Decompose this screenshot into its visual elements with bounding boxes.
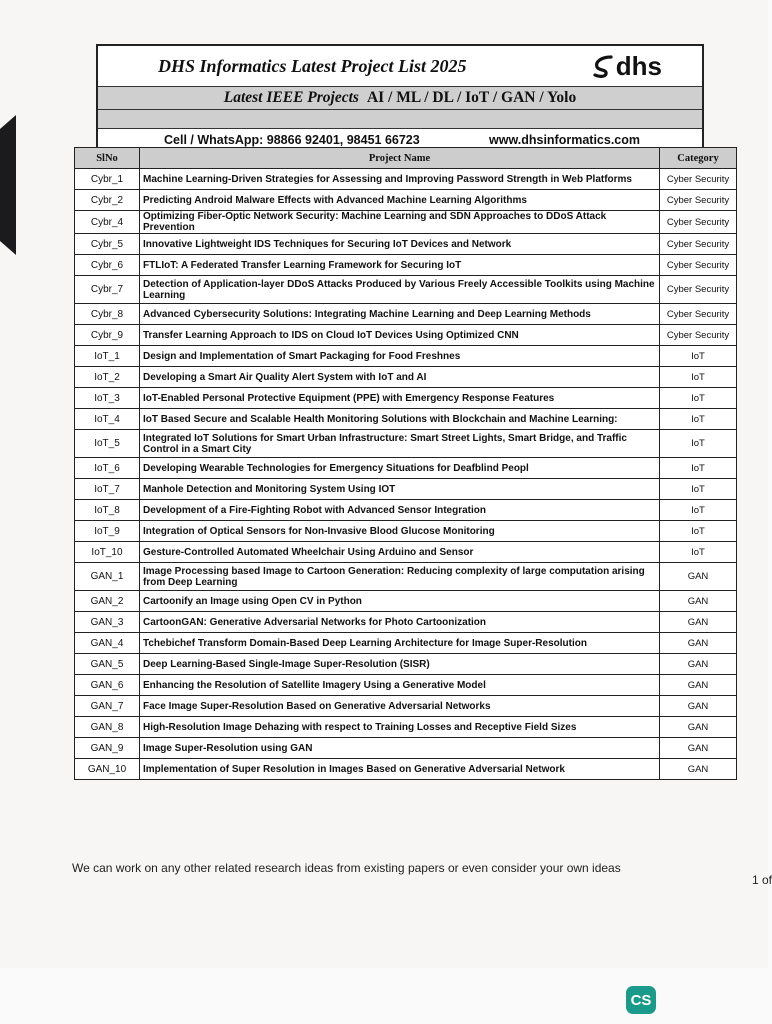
row-category: IoT — [660, 430, 737, 458]
row-category: GAN — [660, 738, 737, 759]
row-project-name: Developing a Smart Air Quality Alert System with IoT and AI — [140, 367, 660, 388]
footer-note: We can work on any other related research ideas from existing papers or even consider your own ideas — [72, 861, 621, 875]
row-category: IoT — [660, 409, 737, 430]
row-category: Cyber Security — [660, 234, 737, 255]
row-category: GAN — [660, 717, 737, 738]
row-slno: GAN_10 — [75, 759, 140, 780]
row-category: Cyber Security — [660, 211, 737, 234]
row-project-name: Integration of Optical Sensors for Non-Invasive Blood Glucose Monitoring — [140, 521, 660, 542]
row-slno: GAN_5 — [75, 654, 140, 675]
table-row — [75, 211, 737, 234]
row-project-name: Transfer Learning Approach to IDS on Cloud IoT Devices Using Optimized CNN — [140, 325, 660, 346]
row-slno: Cybr_4 — [75, 211, 140, 234]
row-slno: IoT_3 — [75, 388, 140, 409]
row-category: GAN — [660, 591, 737, 612]
header-title-row — [98, 46, 702, 87]
row-project-name: Face Image Super-Resolution Based on Generative Adversarial Networks — [140, 696, 660, 717]
row-category: IoT — [660, 388, 737, 409]
row-category: GAN — [660, 563, 737, 591]
table-row — [75, 234, 737, 255]
row-project-name: Image Super-Resolution using GAN — [140, 738, 660, 759]
row-category: Cyber Security — [660, 304, 737, 325]
row-category: Cyber Security — [660, 255, 737, 276]
row-slno: GAN_8 — [75, 717, 140, 738]
row-project-name: Tchebichef Transform Domain-Based Deep Learning Architecture for Image Super-Resolution — [140, 633, 660, 654]
table-row — [75, 430, 737, 458]
row-category: Cyber Security — [660, 169, 737, 190]
camscanner-badge[interactable]: CS — [626, 986, 656, 1014]
row-slno: Cybr_5 — [75, 234, 140, 255]
row-project-name: Optimizing Fiber-Optic Network Security: Machine Learning and SDN Approaches to DDoS Attack Prevention — [140, 211, 660, 234]
table-row — [75, 388, 737, 409]
table-row — [75, 612, 737, 633]
row-slno: Cybr_7 — [75, 276, 140, 304]
row-slno: Cybr_8 — [75, 304, 140, 325]
row-project-name: Design and Implementation of Smart Packaging for Food Freshnes — [140, 346, 660, 367]
row-slno: GAN_1 — [75, 563, 140, 591]
table-row — [75, 325, 737, 346]
row-project-name: Deep Learning-Based Single-Image Super-Resolution (SISR) — [140, 654, 660, 675]
contact-phone: Cell / WhatsApp: 98866 92401, 98451 66723 — [164, 133, 420, 147]
row-project-name: Image Processing based Image to Cartoon Generation: Reducing complexity of large computation arising from Deep Learning — [140, 563, 660, 591]
row-category: Cyber Security — [660, 190, 737, 211]
table-row — [75, 633, 737, 654]
subtitle-right: AI / ML / DL / IoT / GAN / Yolo — [366, 89, 577, 106]
logo-text: dhs — [615, 50, 662, 81]
page-number: 1 of — [752, 873, 772, 887]
row-project-name: Manhole Detection and Monitoring System Using IOT — [140, 479, 660, 500]
col-slno: SlNo — [75, 148, 140, 169]
col-category: Category — [660, 148, 737, 169]
row-category: Cyber Security — [660, 276, 737, 304]
table-row — [75, 696, 737, 717]
table-row — [75, 654, 737, 675]
subtitle-bar — [98, 87, 702, 110]
table-row — [75, 675, 737, 696]
row-slno: IoT_6 — [75, 458, 140, 479]
row-slno: GAN_7 — [75, 696, 140, 717]
table-row — [75, 500, 737, 521]
row-category: Cyber Security — [660, 325, 737, 346]
table-row — [75, 542, 737, 563]
table-row — [75, 521, 737, 542]
row-category: GAN — [660, 675, 737, 696]
table-body — [75, 169, 737, 780]
row-slno: IoT_8 — [75, 500, 140, 521]
row-project-name: Detection of Application-layer DDoS Attacks Produced by Various Freely Accessible Toolkits using Machine Learning — [140, 276, 660, 304]
row-slno: GAN_2 — [75, 591, 140, 612]
row-category: IoT — [660, 521, 737, 542]
row-slno: IoT_4 — [75, 409, 140, 430]
row-slno: Cybr_9 — [75, 325, 140, 346]
row-category: IoT — [660, 542, 737, 563]
table-row — [75, 717, 737, 738]
row-project-name: Advanced Cybersecurity Solutions: Integrating Machine Learning and Deep Learning Methods — [140, 304, 660, 325]
row-slno: IoT_1 — [75, 346, 140, 367]
table-row — [75, 738, 737, 759]
row-slno: IoT_2 — [75, 367, 140, 388]
row-category: IoT — [660, 479, 737, 500]
row-slno: Cybr_1 — [75, 169, 140, 190]
row-slno: IoT_7 — [75, 479, 140, 500]
table-row — [75, 458, 737, 479]
row-project-name: Enhancing the Resolution of Satellite Imagery Using a Generative Model — [140, 675, 660, 696]
row-project-name: Implementation of Super Resolution in Images Based on Generative Adversarial Network — [140, 759, 660, 780]
table-row — [75, 759, 737, 780]
row-slno: Cybr_2 — [75, 190, 140, 211]
row-project-name: Cartoonify an Image using Open CV in Python — [140, 591, 660, 612]
row-project-name: High-Resolution Image Dehazing with respect to Training Losses and Receptive Field Sizes — [140, 717, 660, 738]
contact-website: www.dhsinformatics.com — [489, 133, 640, 147]
dhs-logo — [591, 51, 662, 82]
row-category: GAN — [660, 759, 737, 780]
table-row — [75, 409, 737, 430]
row-category: IoT — [660, 458, 737, 479]
table-row — [75, 190, 737, 211]
row-category: GAN — [660, 612, 737, 633]
row-project-name: FTLIoT: A Federated Transfer Learning Framework for Securing IoT — [140, 255, 660, 276]
document-header — [96, 44, 704, 154]
row-slno: IoT_9 — [75, 521, 140, 542]
row-project-name: CartoonGAN: Generative Adversarial Networks for Photo Cartoonization — [140, 612, 660, 633]
row-category: GAN — [660, 654, 737, 675]
row-project-name: Gesture-Controlled Automated Wheelchair Using Arduino and Sensor — [140, 542, 660, 563]
table-row — [75, 276, 737, 304]
row-project-name: IoT Based Secure and Scalable Health Monitoring Solutions with Blockchain and Machine Learning: — [140, 409, 660, 430]
row-slno: GAN_4 — [75, 633, 140, 654]
table-row — [75, 563, 737, 591]
row-slno: GAN_9 — [75, 738, 140, 759]
table-header-row — [75, 148, 737, 169]
row-category: GAN — [660, 633, 737, 654]
table-row — [75, 591, 737, 612]
row-category: IoT — [660, 500, 737, 521]
row-slno: GAN_6 — [75, 675, 140, 696]
row-slno: GAN_3 — [75, 612, 140, 633]
table-row — [75, 479, 737, 500]
row-category: IoT — [660, 346, 737, 367]
subtitle-left: Latest IEEE Projects — [223, 89, 359, 106]
dhs-logo-icon — [591, 54, 615, 78]
page-title: DHS Informatics Latest Project List 2025 — [158, 55, 467, 76]
table-row — [75, 367, 737, 388]
row-project-name: Integrated IoT Solutions for Smart Urban Infrastructure: Smart Street Lights, Smart Bridge, and Traffic Control in a Smart City — [140, 430, 660, 458]
header-spacer — [98, 110, 702, 129]
table-row — [75, 304, 737, 325]
project-table — [74, 147, 737, 780]
row-project-name: IoT-Enabled Personal Protective Equipment (PPE) with Emergency Response Features — [140, 388, 660, 409]
table-row — [75, 169, 737, 190]
row-project-name: Machine Learning-Driven Strategies for Assessing and Improving Password Strength in Web Platforms — [140, 169, 660, 190]
row-slno: IoT_10 — [75, 542, 140, 563]
table-row — [75, 346, 737, 367]
row-slno: IoT_5 — [75, 430, 140, 458]
table-row — [75, 255, 737, 276]
row-slno: Cybr_6 — [75, 255, 140, 276]
row-project-name: Developing Wearable Technologies for Emergency Situations for Deafblind Peopl — [140, 458, 660, 479]
row-category: GAN — [660, 696, 737, 717]
row-project-name: Predicting Android Malware Effects with Advanced Machine Learning Algorithms — [140, 190, 660, 211]
col-project-name: Project Name — [140, 148, 660, 169]
row-project-name: Innovative Lightweight IDS Techniques for Securing IoT Devices and Network — [140, 234, 660, 255]
row-category: IoT — [660, 367, 737, 388]
binder-clip — [0, 115, 16, 255]
row-project-name: Development of a Fire-Fighting Robot with Advanced Sensor Integration — [140, 500, 660, 521]
